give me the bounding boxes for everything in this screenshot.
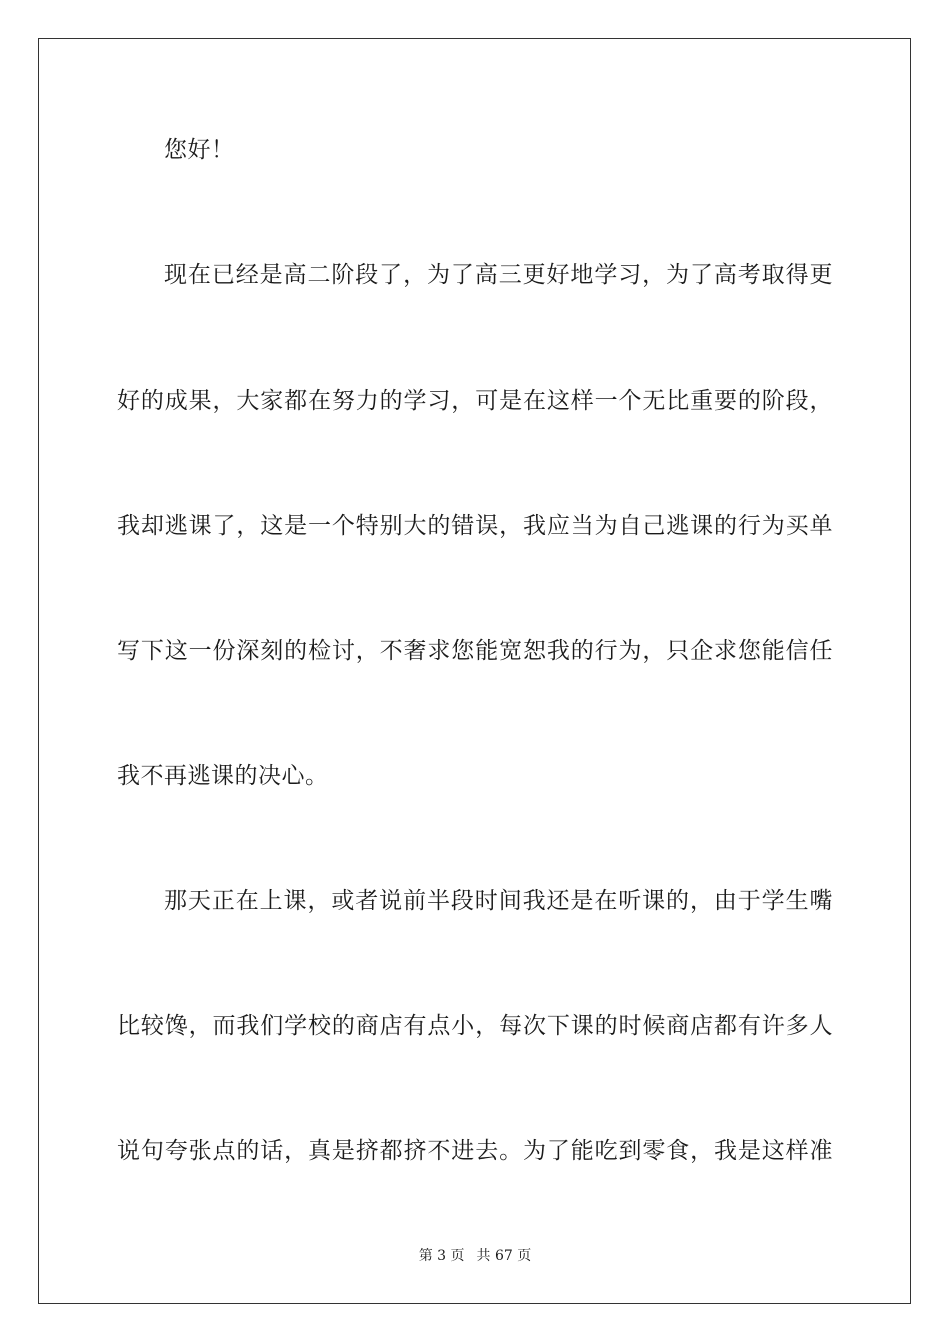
page-border (38, 38, 911, 1304)
paragraph-1-line-4: 写下这一份深刻的检讨，不奢求您能宽恕我的行为，只企求您能信任 (117, 638, 833, 664)
total-pages: 共 67 页 (476, 1248, 532, 1264)
greeting-line: 您好！ (164, 137, 235, 163)
paragraph-2-line-2: 比较馋，而我们学校的商店有点小，每次下课的时候商店都有许多人 (117, 1013, 833, 1039)
paragraph-1-line-3: 我却逃课了，这是一个特别大的错误，我应当为自己逃课的行为买单 (117, 513, 833, 539)
page-footer (0, 1246, 950, 1266)
paragraph-1-line-5: 我不再逃课的决心。 (117, 763, 329, 789)
paragraph-2-line-3: 说句夸张点的话，真是挤都挤不进去。为了能吃到零食，我是这样准 (117, 1138, 833, 1164)
page-number: 第 3 页 (418, 1248, 465, 1264)
paragraph-1-line-2: 好的成果，大家都在努力的学习，可是在这样一个无比重要的阶段， (117, 388, 833, 414)
paragraph-2-line-1: 那天正在上课，或者说前半段时间我还是在听课的，由于学生嘴 (164, 888, 833, 914)
paragraph-1-line-1: 现在已经是高二阶段了，为了高三更好地学习，为了高考取得更 (164, 262, 833, 288)
